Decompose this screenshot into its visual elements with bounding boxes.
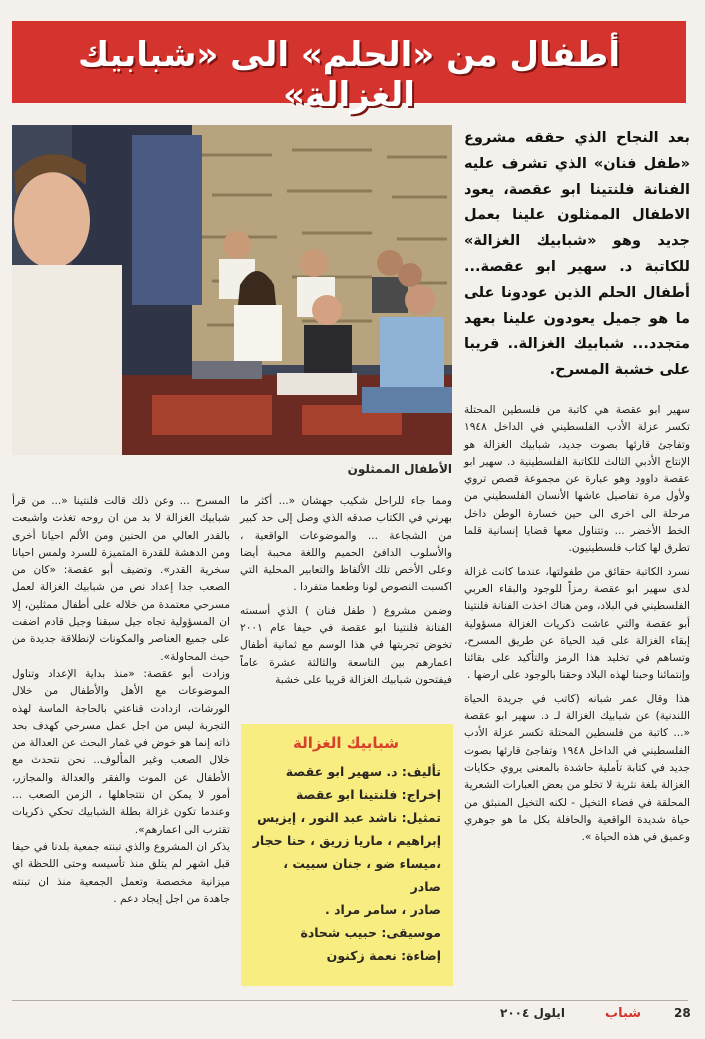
article-paragraph: وضمن مشروع ( طفل فنان ) الذي أسسته الفنانة فلنتينا ابو عقصة في حيفا عام ٢٠٠١ تخوض تجربتها في هذا الوسم مع ثمانية أطفال اعمارهم بين التاسعة والثالثة عشرة عاماً فيفتحون شبابيك الغزالة قريبا على خشبة [240,604,452,686]
article-column-left [12,493,230,908]
children-actors-image [12,125,452,455]
credits-title: شبابيك الغزالة [293,734,399,752]
credits-line: موسيقى: حبيب شحادة [300,925,441,940]
article-paragraph: نسرد الكاتبة حقائق من طفولتها، عندما كانت غزالة لدى سهير ابو عقصة رمزاً للوجود والبقاء العربي الفلسطيني في البلاد، ومن هناك اخذت الفنانة فلنتينا أبو عقصة والتي عاشت ذكريات الغزالة مسؤولية إبقاء الغزالة على قيد الحياة عن طريق المسرح، وتساهم في تخليد هذا الرمز والتأكيد على بقائنا وإنتمائنا وحبنا لهذه البلاد وحقنا بالوجود على ارضها . [464,565,690,682]
credits-line: تمثيل: ناشد عبد النور ، إيزيس [257,810,441,825]
magazine-name: شباب [605,1006,642,1021]
credits-line: إخراج: فلنتينا ابو عقصة [295,787,441,802]
headline-banner [12,21,686,115]
article-paragraph: المسرح ... وعن ذلك قالت فلنتينا «... من قرأ شبابيك الغزالة لا بد من ان روحه تغذت واشبعت بالقدر العالي من الحنين ومن الألم احيانا أخرى ومن الدهشة للقدرة المتميزة للسرد ولمس احيانا سخرية القدر». وتضيف أبو عقصة: «كان من الصعب جدا إعداد نص من شبابيك الغزالة لعمل مسرحي معتمدة من خلاله على أطفال ممثلين، إلا ان المسؤولية تجاه جيل سبقنا وجيل قادم اضفت على جميع العناصر والمكونات لإنطلاقة جديدة من حيث المحاولة». [12,495,230,663]
credits-line: صادر ، سامر مراد . [324,902,441,917]
article-intro: بعد النجاح الذي حققه مشروع «طفل فنان» الذي تشرف عليه الفنانة فلنتينا ابو عقصة، يعود الاطفال الممثلون علينا بعمل جديد وهو «شبابيك الغزالة» للكاتبة د. سهير ابو عقصة... أطفال الحلم الذين عودونا على ما هو جميل يعودون علينا بعهد متجدد... شبابيك الغزالة.. قريبا على خشبة المسرح. [464,130,690,379]
credits-line: إبراهيم ، ماريا زريق ، حنا حجار [252,833,441,848]
article-column-right [464,402,690,846]
article-paragraph: هذا وقال عمر شبانه (كاتب في جريدة الحياة اللندنية) عن شبابيك الغزالة لـ د. سهير ابو عقصة «... كاتبة من فلسطين المحتلة تكسر عزلة الأدب الفلسطيني في الداخل ١٩٤٨ وتفاجئ قارئها بصوت جديد في كتابة تأملية حاشدة بالمعنى يروي حكايات الغزالة بلغة نثرية لا تخلو من بعض العبارات الشعرية المحلقة في فضاء التخيل - لكنه التخيل المنبثق من حياة شديدة الواقعية والحافلة بكل ما هو جوهري وعميق في هذه الحياة ». [464,692,690,844]
article-paragraph: وزادت أبو عقصة: «منذ بداية الإعداد وتناول الموضوعات مع الأهل والأطفال من خلال الورشات، ازدادت قناعتي بالحاجة الماسة لهذه التجربة ليس من اجل عمل مسرحي كهدف بحد ذاته إنما هو خوض في غمار البحث عن العدالة من خلال الصعب وغير المألوف.. نحن نتحدث مع الأطفال عن الموت والفقر والعدالة والمجازر، أمور لا يمكن ان نتتجاهلها ، الزمن الصعب ... وعندما تكون غزالة بطلة الشبابيك تحكي ذكريات تقترب الى اعمارهم». [12,667,230,836]
article-photo [12,125,452,455]
headline: أطفال من «الحلم» الى «شبابيك الغزالة» [78,35,620,115]
article-column-middle [240,493,452,689]
issue-date: ايلول ٢٠٠٤ [500,1006,565,1020]
credits-line: ،ميساء ضو ، جنان سبيت ، صادر [283,856,441,894]
photo-caption: الأطفال الممثلون [347,462,452,476]
page-number: 28 [674,1006,691,1020]
credits-line: تأليف: د. سهير ابو عقصة [285,764,441,779]
article-paragraph: سهير ابو عقصة هي كاتبة من فلسطين المحتلة تكسر عزلة الأدب الفلسطيني في الداخل ١٩٤٨ وتفاجئ قارئها بصوت جديد، شبابيك الغزالة هو الإنتاج الأدبي الثالث للكاتبة الفلسطينية د. سهير ابو عقصة داوود وهو عبارة عن مجموعة قصص تروي ولأول مرة تفاصيل عاشها الأنسان الفلسطيني من مرحلة الى اخرى الى حين خسارة الوطن داخل الخط الأخضر ... وتتناول معها قضايا إنسانية قلما تطرق لها كتاب فلسطينيون. [464,404,690,555]
article-paragraph: ومما جاء للراحل شكيب جهشان «... أكثر ما بهرني في الكتاب صدقه الذي وصل إلى حد كبير من الشجاعة ... والموضوعات الواقعية ، والأسلوب الدافئ الحميم واللغة محببة أيضا وعلى الأخص تلك الألفاظ والتعابير المحلية التي اكسبت النصوص لونا وطعما متفردا . [240,495,452,594]
footer-divider [12,1000,688,1001]
credits-box [241,724,453,986]
article-paragraph: يذكر ان المشروع والذي تبنته جمعية بلدنا في حيفا قبل اشهر لم يتلق منذ تأسيسه وحتى اللحظة اي ميزانية مخصصة وتعمل الجمعية منذ ان تبنته جاهدة من اجل إيجاد دعم . [12,840,230,905]
credits-line: إضاءة: نعمة زكنون [326,948,441,963]
